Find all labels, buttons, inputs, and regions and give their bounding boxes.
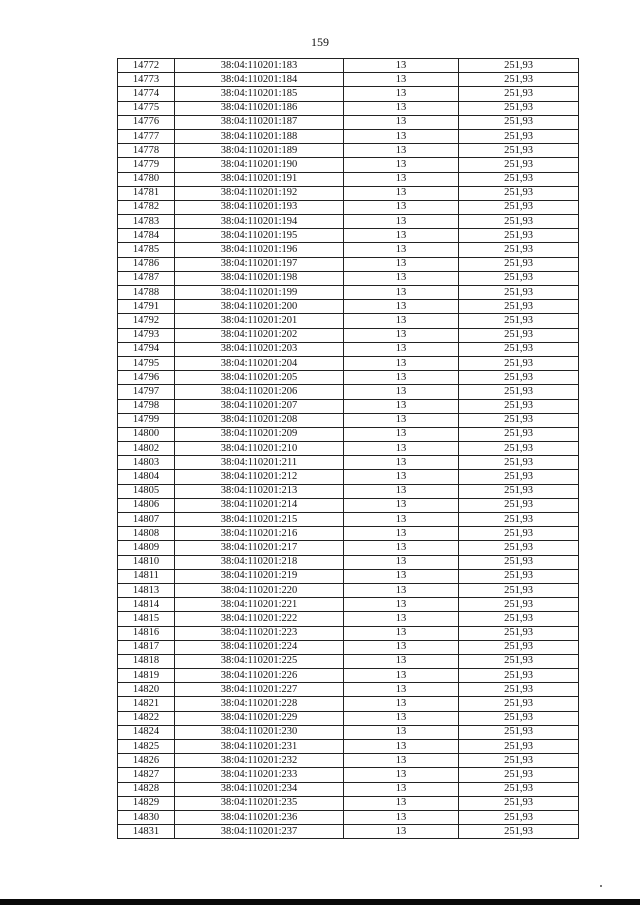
table-row	[118, 527, 579, 541]
row-number-cell: 14808	[118, 527, 175, 541]
cadastral-number-cell: 38:04:110201:205	[175, 371, 344, 385]
row-number-cell: 14821	[118, 697, 175, 711]
row-number-cell: 14825	[118, 740, 175, 754]
cadastral-number-cell: 38:04:110201:192	[175, 186, 344, 200]
row-number-cell: 14772	[118, 59, 175, 73]
quantity-cell: 13	[344, 172, 459, 186]
value-cell: 251,93	[459, 300, 579, 314]
cadastral-number-cell: 38:04:110201:190	[175, 158, 344, 172]
cadastral-number-cell: 38:04:110201:235	[175, 796, 344, 810]
row-number-cell: 14783	[118, 215, 175, 229]
row-number-cell: 14817	[118, 640, 175, 654]
value-cell: 251,93	[459, 172, 579, 186]
value-cell: 251,93	[459, 683, 579, 697]
cadastral-number-cell: 38:04:110201:185	[175, 87, 344, 101]
quantity-cell: 13	[344, 158, 459, 172]
row-number-cell: 14785	[118, 243, 175, 257]
table-row	[118, 569, 579, 583]
quantity-cell: 13	[344, 612, 459, 626]
table-row	[118, 186, 579, 200]
table-row	[118, 796, 579, 810]
quantity-cell: 13	[344, 583, 459, 597]
quantity-cell: 13	[344, 371, 459, 385]
cadastral-number-cell: 38:04:110201:200	[175, 300, 344, 314]
table-row	[118, 413, 579, 427]
cadastral-number-cell: 38:04:110201:233	[175, 768, 344, 782]
value-cell: 251,93	[459, 768, 579, 782]
value-cell: 251,93	[459, 286, 579, 300]
row-number-cell: 14828	[118, 782, 175, 796]
value-cell: 251,93	[459, 200, 579, 214]
cadastral-number-cell: 38:04:110201:232	[175, 754, 344, 768]
value-cell: 251,93	[459, 456, 579, 470]
row-number-cell: 14782	[118, 200, 175, 214]
quantity-cell: 13	[344, 810, 459, 824]
table-row	[118, 810, 579, 824]
cadastral-number-cell: 38:04:110201:216	[175, 527, 344, 541]
table-row	[118, 583, 579, 597]
value-cell: 251,93	[459, 59, 579, 73]
cadastral-number-cell: 38:04:110201:228	[175, 697, 344, 711]
table-row	[118, 654, 579, 668]
quantity-cell: 13	[344, 456, 459, 470]
table-row	[118, 200, 579, 214]
cadastral-number-cell: 38:04:110201:229	[175, 711, 344, 725]
table-row	[118, 144, 579, 158]
row-number-cell: 14788	[118, 286, 175, 300]
value-cell: 251,93	[459, 427, 579, 441]
table-row	[118, 399, 579, 413]
cadastral-number-cell: 38:04:110201:236	[175, 810, 344, 824]
value-cell: 251,93	[459, 711, 579, 725]
value-cell: 251,93	[459, 342, 579, 356]
cadastral-number-cell: 38:04:110201:199	[175, 286, 344, 300]
cadastral-number-cell: 38:04:110201:183	[175, 59, 344, 73]
row-number-cell: 14774	[118, 87, 175, 101]
table-row	[118, 172, 579, 186]
quantity-cell: 13	[344, 669, 459, 683]
table-row	[118, 669, 579, 683]
cadastral-number-cell: 38:04:110201:211	[175, 456, 344, 470]
table-row	[118, 215, 579, 229]
cadastral-number-cell: 38:04:110201:184	[175, 73, 344, 87]
table-row	[118, 243, 579, 257]
quantity-cell: 13	[344, 484, 459, 498]
row-number-cell: 14830	[118, 810, 175, 824]
cadastral-number-cell: 38:04:110201:202	[175, 328, 344, 342]
value-cell: 251,93	[459, 569, 579, 583]
cadastral-number-cell: 38:04:110201:191	[175, 172, 344, 186]
table-row	[118, 286, 579, 300]
quantity-cell: 13	[344, 342, 459, 356]
row-number-cell: 14809	[118, 541, 175, 555]
table-row	[118, 711, 579, 725]
cadastral-number-cell: 38:04:110201:213	[175, 484, 344, 498]
quantity-cell: 13	[344, 796, 459, 810]
quantity-cell: 13	[344, 498, 459, 512]
quantity-cell: 13	[344, 640, 459, 654]
land-plot-register-table	[117, 58, 579, 839]
table-row	[118, 87, 579, 101]
row-number-cell: 14777	[118, 129, 175, 143]
value-cell: 251,93	[459, 243, 579, 257]
cadastral-number-cell: 38:04:110201:208	[175, 413, 344, 427]
quantity-cell: 13	[344, 144, 459, 158]
value-cell: 251,93	[459, 740, 579, 754]
table-row	[118, 740, 579, 754]
table-row	[118, 59, 579, 73]
table-row	[118, 385, 579, 399]
value-cell: 251,93	[459, 87, 579, 101]
table-row	[118, 356, 579, 370]
row-number-cell: 14793	[118, 328, 175, 342]
row-number-cell: 14826	[118, 754, 175, 768]
quantity-cell: 13	[344, 385, 459, 399]
table-row	[118, 598, 579, 612]
cadastral-number-cell: 38:04:110201:224	[175, 640, 344, 654]
quantity-cell: 13	[344, 725, 459, 739]
cadastral-number-cell: 38:04:110201:214	[175, 498, 344, 512]
row-number-cell: 14802	[118, 442, 175, 456]
cadastral-number-cell: 38:04:110201:217	[175, 541, 344, 555]
quantity-cell: 13	[344, 200, 459, 214]
table-row	[118, 683, 579, 697]
row-number-cell: 14811	[118, 569, 175, 583]
cadastral-number-cell: 38:04:110201:209	[175, 427, 344, 441]
value-cell: 251,93	[459, 612, 579, 626]
table-row	[118, 371, 579, 385]
row-number-cell: 14810	[118, 555, 175, 569]
table-row	[118, 73, 579, 87]
row-number-cell: 14784	[118, 229, 175, 243]
quantity-cell: 13	[344, 115, 459, 129]
table-row	[118, 300, 579, 314]
value-cell: 251,93	[459, 186, 579, 200]
table-body	[118, 59, 579, 839]
value-cell: 251,93	[459, 810, 579, 824]
quantity-cell: 13	[344, 626, 459, 640]
row-number-cell: 14792	[118, 314, 175, 328]
table-row	[118, 456, 579, 470]
value-cell: 251,93	[459, 754, 579, 768]
table-row	[118, 640, 579, 654]
quantity-cell: 13	[344, 711, 459, 725]
row-number-cell: 14831	[118, 825, 175, 839]
quantity-cell: 13	[344, 399, 459, 413]
quantity-cell: 13	[344, 271, 459, 285]
table-row	[118, 626, 579, 640]
cadastral-number-cell: 38:04:110201:195	[175, 229, 344, 243]
quantity-cell: 13	[344, 513, 459, 527]
page-number: 159	[311, 35, 329, 49]
quantity-cell: 13	[344, 87, 459, 101]
value-cell: 251,93	[459, 215, 579, 229]
value-cell: 251,93	[459, 513, 579, 527]
quantity-cell: 13	[344, 356, 459, 370]
table-row	[118, 768, 579, 782]
value-cell: 251,93	[459, 725, 579, 739]
cadastral-number-cell: 38:04:110201:226	[175, 669, 344, 683]
value-cell: 251,93	[459, 484, 579, 498]
cadastral-number-cell: 38:04:110201:234	[175, 782, 344, 796]
row-number-cell: 14806	[118, 498, 175, 512]
row-number-cell: 14829	[118, 796, 175, 810]
quantity-cell: 13	[344, 697, 459, 711]
quantity-cell: 13	[344, 541, 459, 555]
value-cell: 251,93	[459, 115, 579, 129]
value-cell: 251,93	[459, 144, 579, 158]
cadastral-number-cell: 38:04:110201:186	[175, 101, 344, 115]
quantity-cell: 13	[344, 555, 459, 569]
row-number-cell: 14795	[118, 356, 175, 370]
table-row	[118, 825, 579, 839]
cadastral-number-cell: 38:04:110201:225	[175, 654, 344, 668]
row-number-cell: 14791	[118, 300, 175, 314]
quantity-cell: 13	[344, 286, 459, 300]
quantity-cell: 13	[344, 215, 459, 229]
value-cell: 251,93	[459, 825, 579, 839]
value-cell: 251,93	[459, 385, 579, 399]
table-row	[118, 129, 579, 143]
table-row	[118, 314, 579, 328]
cadastral-number-cell: 38:04:110201:222	[175, 612, 344, 626]
cadastral-number-cell: 38:04:110201:203	[175, 342, 344, 356]
quantity-cell: 13	[344, 654, 459, 668]
row-number-cell: 14798	[118, 399, 175, 413]
table-row	[118, 782, 579, 796]
cadastral-number-cell: 38:04:110201:197	[175, 257, 344, 271]
cadastral-number-cell: 38:04:110201:231	[175, 740, 344, 754]
row-number-cell: 14824	[118, 725, 175, 739]
scan-bottom-edge	[0, 899, 640, 905]
row-number-cell: 14776	[118, 115, 175, 129]
table-row	[118, 725, 579, 739]
value-cell: 251,93	[459, 598, 579, 612]
quantity-cell: 13	[344, 328, 459, 342]
value-cell: 251,93	[459, 654, 579, 668]
quantity-cell: 13	[344, 442, 459, 456]
table-row	[118, 513, 579, 527]
cadastral-number-cell: 38:04:110201:220	[175, 583, 344, 597]
row-number-cell: 14804	[118, 470, 175, 484]
row-number-cell: 14780	[118, 172, 175, 186]
table-row	[118, 484, 579, 498]
row-number-cell: 14814	[118, 598, 175, 612]
value-cell: 251,93	[459, 271, 579, 285]
value-cell: 251,93	[459, 541, 579, 555]
cadastral-number-cell: 38:04:110201:187	[175, 115, 344, 129]
quantity-cell: 13	[344, 101, 459, 115]
table-row	[118, 342, 579, 356]
table-row	[118, 541, 579, 555]
row-number-cell: 14827	[118, 768, 175, 782]
row-number-cell: 14787	[118, 271, 175, 285]
value-cell: 251,93	[459, 413, 579, 427]
quantity-cell: 13	[344, 569, 459, 583]
value-cell: 251,93	[459, 399, 579, 413]
quantity-cell: 13	[344, 257, 459, 271]
quantity-cell: 13	[344, 73, 459, 87]
row-number-cell: 14805	[118, 484, 175, 498]
quantity-cell: 13	[344, 413, 459, 427]
row-number-cell: 14773	[118, 73, 175, 87]
table-row	[118, 427, 579, 441]
table-row	[118, 470, 579, 484]
cadastral-number-cell: 38:04:110201:194	[175, 215, 344, 229]
value-cell: 251,93	[459, 73, 579, 87]
value-cell: 251,93	[459, 498, 579, 512]
cadastral-number-cell: 38:04:110201:218	[175, 555, 344, 569]
table-row	[118, 257, 579, 271]
quantity-cell: 13	[344, 59, 459, 73]
row-number-cell: 14803	[118, 456, 175, 470]
table-row	[118, 612, 579, 626]
cadastral-number-cell: 38:04:110201:193	[175, 200, 344, 214]
table-row	[118, 754, 579, 768]
cadastral-number-cell: 38:04:110201:227	[175, 683, 344, 697]
table-row	[118, 229, 579, 243]
row-number-cell: 14800	[118, 427, 175, 441]
cadastral-number-cell: 38:04:110201:207	[175, 399, 344, 413]
quantity-cell: 13	[344, 683, 459, 697]
quantity-cell: 13	[344, 243, 459, 257]
cadastral-number-cell: 38:04:110201:210	[175, 442, 344, 456]
table-row	[118, 555, 579, 569]
value-cell: 251,93	[459, 669, 579, 683]
value-cell: 251,93	[459, 470, 579, 484]
value-cell: 251,93	[459, 371, 579, 385]
quantity-cell: 13	[344, 527, 459, 541]
quantity-cell: 13	[344, 427, 459, 441]
row-number-cell: 14816	[118, 626, 175, 640]
table-row	[118, 271, 579, 285]
row-number-cell: 14799	[118, 413, 175, 427]
value-cell: 251,93	[459, 640, 579, 654]
quantity-cell: 13	[344, 782, 459, 796]
table-row	[118, 442, 579, 456]
value-cell: 251,93	[459, 697, 579, 711]
quantity-cell: 13	[344, 186, 459, 200]
table-row	[118, 498, 579, 512]
value-cell: 251,93	[459, 527, 579, 541]
row-number-cell: 14822	[118, 711, 175, 725]
value-cell: 251,93	[459, 129, 579, 143]
row-number-cell: 14794	[118, 342, 175, 356]
quantity-cell: 13	[344, 754, 459, 768]
cadastral-number-cell: 38:04:110201:189	[175, 144, 344, 158]
value-cell: 251,93	[459, 583, 579, 597]
cadastral-number-cell: 38:04:110201:212	[175, 470, 344, 484]
table-row	[118, 697, 579, 711]
cadastral-number-cell: 38:04:110201:196	[175, 243, 344, 257]
row-number-cell: 14820	[118, 683, 175, 697]
cadastral-number-cell: 38:04:110201:206	[175, 385, 344, 399]
row-number-cell: 14819	[118, 669, 175, 683]
value-cell: 251,93	[459, 257, 579, 271]
cadastral-number-cell: 38:04:110201:198	[175, 271, 344, 285]
cadastral-number-cell: 38:04:110201:219	[175, 569, 344, 583]
row-number-cell: 14813	[118, 583, 175, 597]
value-cell: 251,93	[459, 229, 579, 243]
quantity-cell: 13	[344, 470, 459, 484]
row-number-cell: 14797	[118, 385, 175, 399]
value-cell: 251,93	[459, 442, 579, 456]
cadastral-number-cell: 38:04:110201:188	[175, 129, 344, 143]
quantity-cell: 13	[344, 598, 459, 612]
cadastral-number-cell: 38:04:110201:204	[175, 356, 344, 370]
row-number-cell: 14778	[118, 144, 175, 158]
quantity-cell: 13	[344, 300, 459, 314]
quantity-cell: 13	[344, 314, 459, 328]
cadastral-number-cell: 38:04:110201:221	[175, 598, 344, 612]
value-cell: 251,93	[459, 101, 579, 115]
row-number-cell: 14775	[118, 101, 175, 115]
quantity-cell: 13	[344, 740, 459, 754]
value-cell: 251,93	[459, 328, 579, 342]
cadastral-number-cell: 38:04:110201:201	[175, 314, 344, 328]
row-number-cell: 14781	[118, 186, 175, 200]
value-cell: 251,93	[459, 356, 579, 370]
row-number-cell: 14796	[118, 371, 175, 385]
table-row	[118, 328, 579, 342]
quantity-cell: 13	[344, 825, 459, 839]
table-row	[118, 115, 579, 129]
row-number-cell: 14818	[118, 654, 175, 668]
row-number-cell: 14815	[118, 612, 175, 626]
table-row	[118, 158, 579, 172]
value-cell: 251,93	[459, 555, 579, 569]
row-number-cell: 14786	[118, 257, 175, 271]
cadastral-number-cell: 38:04:110201:215	[175, 513, 344, 527]
quantity-cell: 13	[344, 129, 459, 143]
table-row	[118, 101, 579, 115]
value-cell: 251,93	[459, 796, 579, 810]
cadastral-number-cell: 38:04:110201:230	[175, 725, 344, 739]
value-cell: 251,93	[459, 158, 579, 172]
row-number-cell: 14779	[118, 158, 175, 172]
quantity-cell: 13	[344, 768, 459, 782]
cadastral-number-cell: 38:04:110201:223	[175, 626, 344, 640]
value-cell: 251,93	[459, 314, 579, 328]
quantity-cell: 13	[344, 229, 459, 243]
cadastral-number-cell: 38:04:110201:237	[175, 825, 344, 839]
scan-speck	[600, 885, 602, 887]
row-number-cell: 14807	[118, 513, 175, 527]
value-cell: 251,93	[459, 626, 579, 640]
value-cell: 251,93	[459, 782, 579, 796]
